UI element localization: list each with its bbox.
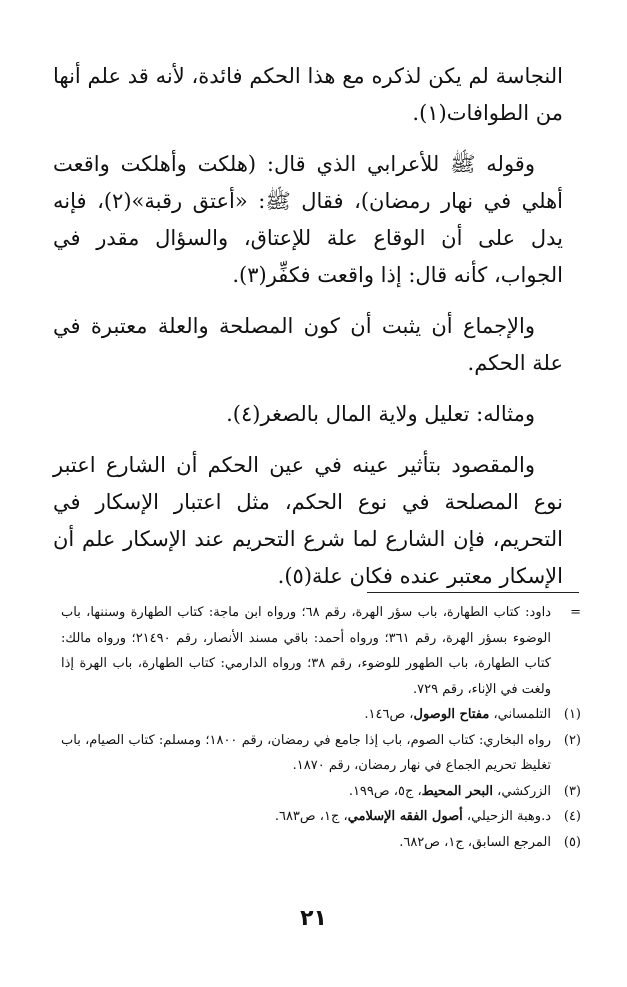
footnote-reference: ، ص١٤٦. (364, 707, 414, 722)
main-text (53, 58, 563, 609)
footnote-author: رواه البخاري: كتاب الصوم، باب إذا جامع في رمضان، رقم ١٨٠٠؛ ومسلم: كتاب الصيام، باب تغليظ تحريم الجماع في نهار رمضان، رقم ١٨٧٠. (61, 732, 551, 773)
paragraph-3: والإجماع أن يثبت أن كون المصلحة والعلة معتبرة في علة الحكم. (53, 314, 563, 375)
footnote-text (61, 830, 551, 856)
paragraph-4: ومثاله: تعليل ولاية المال بالصغر(٤). (226, 402, 535, 426)
footnote-author: التلمساني، (489, 707, 551, 722)
footnote-number: (١) (563, 707, 581, 722)
footnote-number: (٥) (563, 834, 581, 850)
footnote-reference: ، ج١، ص٦٨٣. (274, 809, 348, 824)
footnote-book-title: أصول الفقه الإسلامي (347, 809, 463, 824)
footnote-author: المرجع السابق، ج١، ص٦٨٢. (399, 834, 551, 850)
footnote-book-title: مفتاح الوصول (413, 707, 490, 722)
footnote-text (61, 728, 551, 779)
footnote-5 (61, 830, 581, 856)
footnote-text (61, 779, 551, 805)
footnote-3 (61, 779, 581, 805)
footnote-separator (367, 592, 579, 593)
footnote-reference: ، ج٥، ص١٩٩. (348, 783, 422, 799)
page-number: ٢١ (300, 906, 327, 931)
footnote-marker: = (570, 605, 581, 620)
paragraph-1: النجاسة لم يكن لذكره مع هذا الحكم فائدة، لأنه قد علم أنها من الطوافات(١). (53, 64, 563, 125)
footnotes (61, 600, 581, 855)
footnote-text (61, 804, 551, 830)
footnote-text (61, 702, 551, 728)
footnote-author: الزركشي، (493, 783, 551, 799)
footnote-text: داود: كتاب الطهارة، باب سؤر الهرة، رقم ٦٨؛ ورواه ابن ماجة: كتاب الطهارة وسننها، باب الوضوء بسؤر الهرة، رقم ٣٦١؛ ورواه أحمد: باقي مسند الأنصار، رقم ٢١٤٩٠؛ ورواه مالك: كتاب الطهارة، باب الطهور للوضوء، رقم ٣٨؛ ورواه الدارمي: كتاب الطهارة، باب الهرة إذا ولغت في الإناء، رقم ٧٢٩. (61, 605, 552, 697)
footnote-4 (61, 804, 581, 830)
footnote-2 (61, 728, 581, 779)
footnote-book-title: البحر المحيط (421, 783, 494, 799)
footnote-number: (٤) (563, 809, 581, 824)
paragraph-2: وقوله ﷺ للأعرابي الذي قال: (هلكت وأهلكت واقعت أهلي في نهار رمضان)، فقال ﷺ: «أعتق رقبة»(٢)، فإنه يدل على أن الوقاع علة للإعتاق، والسؤال مقدر في الجواب، كأنه قال: إذا واقعت فكفِّر(٣). (53, 152, 564, 287)
footnote-1 (61, 702, 581, 728)
footnote-number: (٢) (563, 732, 581, 748)
paragraph-5: والمقصود بتأثير عينه في عين الحكم أن الشارع اعتبر نوع المصلحة في نوع الحكم، مثل اعتبار الإسكار في التحريم، فإن الشارع لما شرع التحريم عند الإسكار علم أن الإسكار معتبر عنده فكان علة(٥). (53, 453, 563, 588)
footnote-continuation (61, 600, 581, 702)
footnote-number: (٣) (563, 783, 581, 799)
footnote-author: د.وهبة الزحيلي، (462, 809, 551, 824)
